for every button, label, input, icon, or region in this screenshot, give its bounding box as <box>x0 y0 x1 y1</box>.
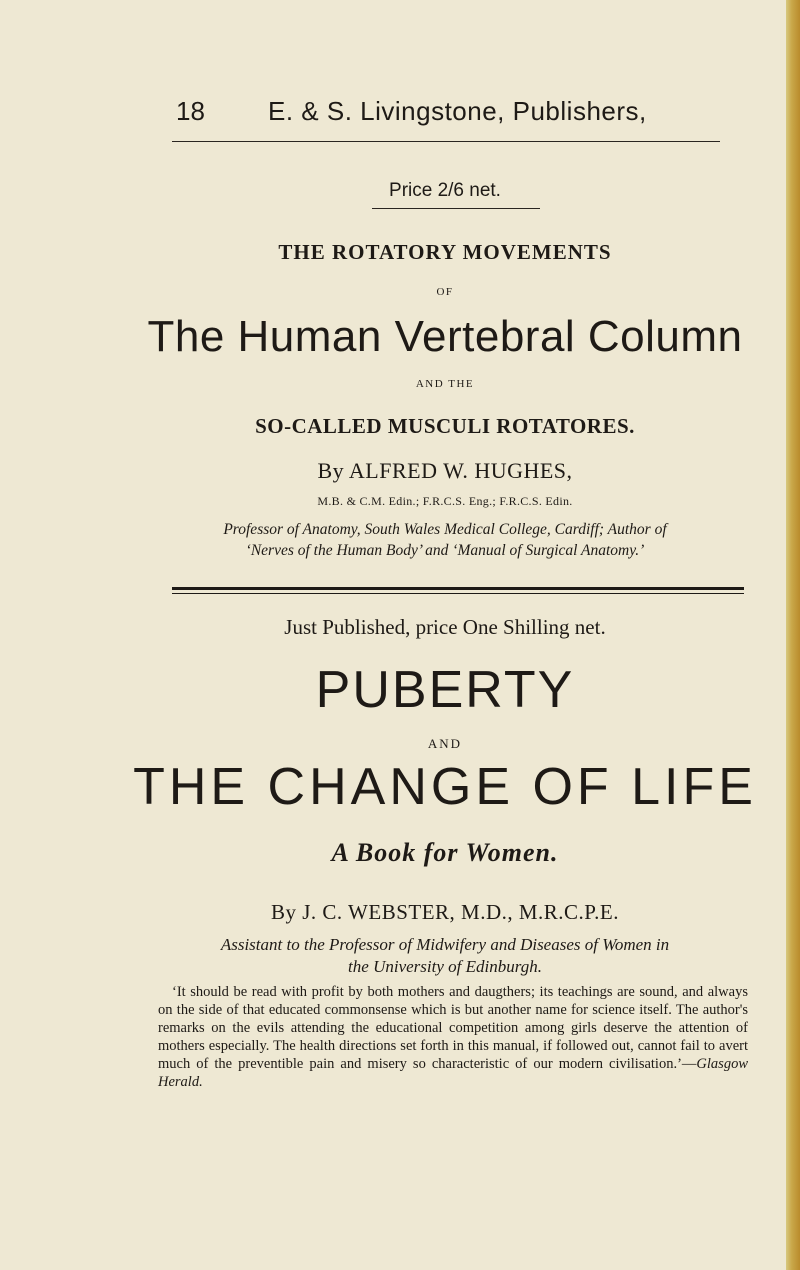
book-subtitle: SO-CALLED MUSCULI ROTATORES. <box>255 414 635 438</box>
price-line: Price 2/6 net. <box>389 180 501 201</box>
book-title-puberty: PUBERTY <box>315 661 575 719</box>
review-source: Glasgow Herald. <box>158 1056 748 1090</box>
credentials-line-1: Professor of Anatomy, South Wales Medical College, Cardiff; Author of <box>223 521 667 538</box>
book-title-change-of-life: THE CHANGE OF LIFE <box>133 758 757 816</box>
position-line-2: the University of Edinburgh. <box>348 957 542 976</box>
review-quote <box>158 983 748 1091</box>
author-credentials <box>100 519 790 561</box>
book-title-top: THE ROTATORY MOVEMENTS <box>278 240 612 264</box>
book-tagline: A Book for Women. <box>331 838 559 867</box>
section-divider <box>172 587 744 594</box>
publisher-heading: E. & S. Livingstone, Publishers, <box>268 96 647 126</box>
author-degrees: M.B. & C.M. Edin.; F.R.C.S. Eng.; F.R.C.S. Edin. <box>317 494 573 508</box>
title-connector-and: AND <box>427 736 463 751</box>
review-text: ‘It should be read with profit by both mothers and daugthers; its teachings are sound, and always on the side of that educated commonsense which is but another name for science itself. The author's remarks on the evils attending the educational competition among girls deserve the attention of mothers especially. The health directions set forth in this manual, if followed out, cannot fail to avert much of the preventible pain and misery so characteristic of our modern civilisation.’— <box>158 984 748 1072</box>
author-byline-2: By J. C. WEBSTER, M.D., M.R.C.P.E. <box>270 900 619 924</box>
announcement: Just Published, price One Shilling net. <box>284 615 606 639</box>
author-byline: By ALFRED W. HUGHES, <box>317 458 573 483</box>
header-rule <box>172 141 720 142</box>
credentials-line-2: ‘Nerves of the Human Body’ and ‘Manual of Surgical Anatomy.’ <box>245 542 645 559</box>
title-connector-and-the: AND THE <box>415 378 475 390</box>
title-connector-of: OF <box>436 286 454 298</box>
page-number: 18 <box>176 96 205 126</box>
position-line-1: Assistant to the Professor of Midwifery and Diseases of Women in <box>220 935 670 954</box>
running-header <box>158 96 718 136</box>
book-main-title: The Human Vertebral Column <box>147 312 743 361</box>
page-edge <box>786 0 800 1270</box>
price-underline <box>372 208 540 209</box>
author-position <box>100 934 790 978</box>
